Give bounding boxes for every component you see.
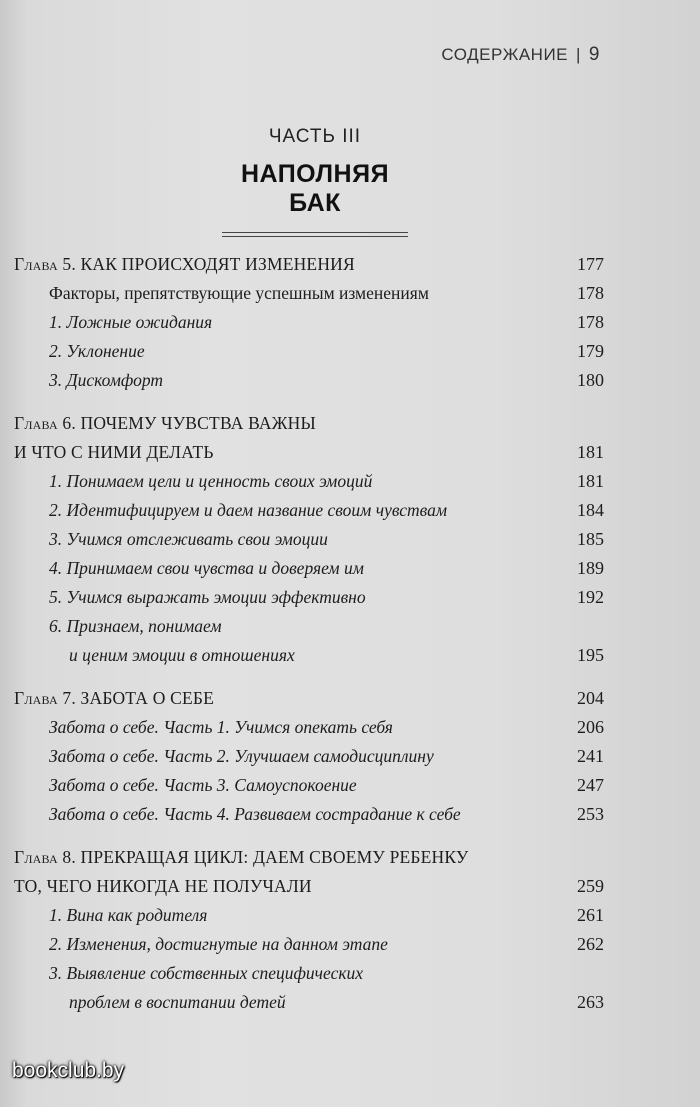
toc-item[interactable] <box>14 308 604 337</box>
toc-item-page: 206 <box>577 717 604 737</box>
toc-item[interactable] <box>14 554 604 583</box>
toc-item-page: 184 <box>577 500 604 520</box>
part-heading <box>215 126 415 237</box>
toc-item-title-line-1: 6. Признаем, понимаем <box>49 616 222 636</box>
toc-item-title: Забота о себе. Часть 4. Развиваем сострадание к себе <box>49 804 461 824</box>
chapter-title-line-2: И ЧТО С НИМИ ДЕЛАТЬ <box>14 442 214 462</box>
toc-item-page: 185 <box>577 529 604 549</box>
toc-item-title: Факторы, препятствующие успешным изменениям <box>49 283 429 303</box>
chapter-title-line-1: ПРЕКРАЩАЯ ЦИКЛ: ДАЕМ СВОЕМУ РЕБЕНКУ <box>80 847 469 867</box>
page-number: 9 <box>588 44 600 65</box>
toc-chapter-5[interactable] <box>14 250 604 279</box>
toc-chapter-6[interactable] <box>14 409 604 467</box>
toc-item-title: 1. Ложные ожидания <box>49 312 213 332</box>
chapter-title-line-2: ТО, ЧЕГО НИКОГДА НЕ ПОЛУЧАЛИ <box>14 876 312 896</box>
toc-item-page: 261 <box>577 905 604 925</box>
toc-item[interactable] <box>14 366 604 395</box>
toc-item[interactable] <box>14 467 604 496</box>
toc-item-page: 189 <box>577 558 604 578</box>
toc-item-title: 2. Изменения, достигнутые на данном этапе <box>49 934 388 954</box>
chapter-prefix: Глава 6. <box>14 413 76 433</box>
toc-item[interactable] <box>14 612 604 670</box>
toc-item-title: 1. Понимаем цели и ценность своих эмоций <box>49 471 373 491</box>
running-header <box>441 44 600 66</box>
toc-item-page: 241 <box>577 746 604 766</box>
toc-item-title-line-2: проблем в воспитании детей <box>69 992 286 1012</box>
toc-item-page: 195 <box>577 645 604 665</box>
table-of-contents <box>14 250 604 1017</box>
toc-item-page: 263 <box>577 992 604 1012</box>
toc-item-page: 180 <box>577 370 604 390</box>
toc-item-page: 262 <box>577 934 604 954</box>
toc-item-title: 2. Уклонение <box>49 341 145 361</box>
toc-item[interactable] <box>14 800 604 829</box>
toc-item[interactable] <box>14 901 604 930</box>
chapter-page: 177 <box>577 254 604 274</box>
toc-item-page: 179 <box>577 341 604 361</box>
toc-item[interactable] <box>14 583 604 612</box>
toc-item-page: 178 <box>577 283 604 303</box>
toc-item-page: 247 <box>577 775 604 795</box>
chapter-title: КАК ПРОИСХОДЯТ ИЗМЕНЕНИЯ <box>80 254 355 274</box>
toc-item-title: Забота о себе. Часть 3. Самоуспокоение <box>49 775 357 795</box>
chapter-page: 181 <box>577 442 604 462</box>
toc-item[interactable] <box>14 771 604 800</box>
part-label: ЧАСТЬ III <box>268 126 362 147</box>
toc-item[interactable] <box>14 525 604 554</box>
toc-item[interactable] <box>14 713 604 742</box>
toc-item-title-line-2: и ценим эмоции в отношениях <box>69 645 295 665</box>
chapter-page: 204 <box>577 688 604 708</box>
chapter-prefix: Глава 7. <box>14 688 76 708</box>
watermark-text: bookclub.by <box>12 1059 125 1082</box>
toc-item-title: Забота о себе. Часть 1. Учимся опекать себя <box>49 717 393 737</box>
toc-item[interactable] <box>14 337 604 366</box>
toc-item-title: 3. Дискомфорт <box>49 370 164 390</box>
toc-item-title-line-1: 3. Выявление собственных специфических <box>49 963 364 983</box>
toc-item[interactable] <box>14 742 604 771</box>
toc-item[interactable] <box>14 496 604 525</box>
toc-item-title: 5. Учимся выражать эмоции эффективно <box>49 587 366 607</box>
toc-chapter-8[interactable] <box>14 843 604 901</box>
toc-item-title: 4. Принимаем свои чувства и доверяем им <box>49 558 364 578</box>
chapter-page: 259 <box>577 876 604 896</box>
toc-item-title: 2. Идентифицируем и даем название своим чувствам <box>49 500 447 520</box>
chapter-prefix: Глава 5. <box>14 254 76 274</box>
toc-item-page: 178 <box>577 312 604 332</box>
part-title: НАПОЛНЯЯ БАК <box>240 160 390 217</box>
toc-item-page: 181 <box>577 471 604 491</box>
toc-item[interactable] <box>14 959 604 1017</box>
part-divider <box>222 232 408 237</box>
toc-chapter-7[interactable] <box>14 684 604 713</box>
toc-item[interactable] <box>14 279 604 308</box>
chapter-title-line-1: ПОЧЕМУ ЧУВСТВА ВАЖНЫ <box>80 413 316 433</box>
chapter-prefix: Глава 8. <box>14 847 76 867</box>
chapter-title: ЗАБОТА О СЕБЕ <box>80 688 215 708</box>
toc-item-title: 1. Вина как родителя <box>49 905 208 925</box>
running-header-section: СОДЕРЖАНИЕ <box>441 45 568 64</box>
toc-item-page: 253 <box>577 804 604 824</box>
toc-item[interactable] <box>14 930 604 959</box>
toc-item-page: 192 <box>577 587 604 607</box>
toc-item-title: Забота о себе. Часть 2. Улучшаем самодисциплину <box>49 746 434 766</box>
toc-item-title: 3. Учимся отслеживать свои эмоции <box>49 529 328 549</box>
header-separator: | <box>576 45 581 64</box>
